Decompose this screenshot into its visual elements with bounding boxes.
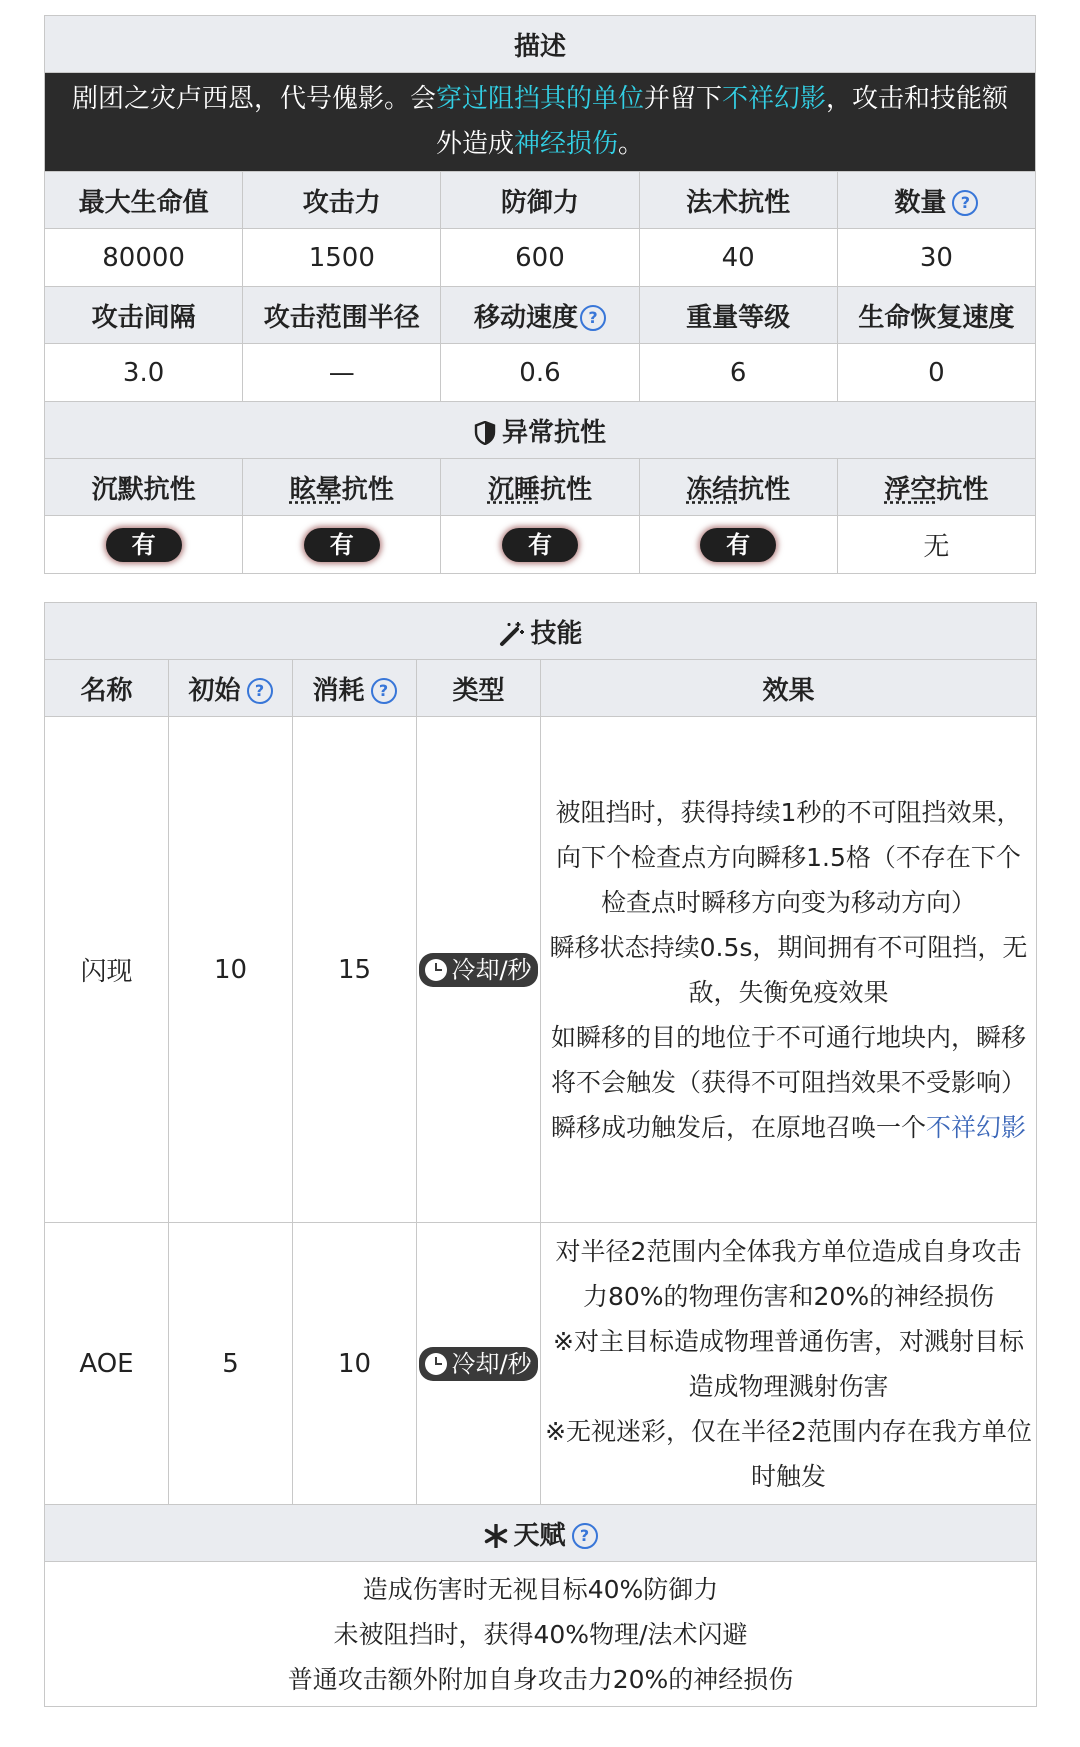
- description-title: 描述: [45, 16, 1036, 73]
- talent-title: 天赋 ?: [45, 1505, 1037, 1562]
- stat-value-def: 600: [441, 229, 639, 287]
- table-row: [45, 717, 1037, 1223]
- stat-value-hp-regen: 0: [837, 344, 1035, 402]
- skill-header-name: 名称: [45, 660, 169, 717]
- stat-value-max-hp: 80000: [45, 229, 243, 287]
- resist-header-sleep: 沉睡抗性: [441, 459, 639, 516]
- table-row: [45, 1223, 1037, 1505]
- skill-name: AOE: [45, 1223, 169, 1505]
- resist-value-silence: [45, 516, 243, 574]
- skill-initial: 5: [169, 1223, 293, 1505]
- skill-header-cost: 消耗 ?: [293, 660, 417, 717]
- stat-header-weight: 重量等级: [639, 287, 837, 344]
- stat-value-attack-range: —: [243, 344, 441, 402]
- talent-line: 未被阻挡时，获得40%物理/法术闪避: [333, 1619, 748, 1649]
- ominous-phantom-link[interactable]: 不祥幻影: [926, 1112, 1027, 1142]
- stat-value-weight: 6: [639, 344, 837, 402]
- cooldown-tag: 冷却/秒: [419, 953, 537, 987]
- effect-line: 瞬移成功触发后，在原地召唤一个不祥幻影: [550, 1112, 1027, 1142]
- talent-line: 造成伤害时无视目标40%防御力: [362, 1574, 719, 1604]
- keyword-ominous-phantom[interactable]: 不祥幻影: [722, 84, 827, 114]
- resist-value-freeze: [639, 516, 837, 574]
- resist-header-freeze: 冻结抗性: [639, 459, 837, 516]
- skill-name: 闪现: [45, 717, 169, 1223]
- resist-value-sleep: [441, 516, 639, 574]
- effect-line: 瞬移状态持续0.5s，期间拥有不可阻挡，无敌，失衡免疫效果: [549, 932, 1028, 1007]
- cooldown-tag: 冷却/秒: [419, 1347, 537, 1381]
- effect-line: 对半径2范围内全体我方单位造成自身攻击力80%的物理伤害和20%的神经损伤: [555, 1236, 1022, 1311]
- stat-header-max-hp: 最大生命值: [45, 172, 243, 229]
- effect-line: ※无视迷彩，仅在半径2范围内存在我方单位时触发: [545, 1416, 1032, 1491]
- resist-value-stun: [243, 516, 441, 574]
- stat-header-move-speed: 移动速度 ?: [441, 287, 639, 344]
- talent-content: [45, 1562, 1037, 1707]
- stat-value-atk: 1500: [243, 229, 441, 287]
- resist-header-silence: 沉默抗性: [45, 459, 243, 516]
- skill-cost: 15: [293, 717, 417, 1223]
- question-circle-icon[interactable]: ?: [371, 678, 397, 704]
- resist-value-levitate: 无: [837, 516, 1035, 574]
- stat-header-attack-range: 攻击范围半径: [243, 287, 441, 344]
- clock-icon: [425, 959, 447, 981]
- effect-line: 如瞬移的目的地位于不可通行地块内，瞬移将不会触发（获得不可阻挡效果不受影响）: [551, 1022, 1027, 1097]
- skill-effect: [541, 1223, 1037, 1505]
- status-badge: 有: [502, 528, 578, 562]
- question-circle-icon[interactable]: ?: [572, 1523, 598, 1549]
- stat-header-hp-regen: 生命恢复速度: [837, 287, 1035, 344]
- stat-header-count: 数量 ?: [837, 172, 1035, 229]
- status-badge: 有: [700, 528, 776, 562]
- stat-value-attack-interval: 3.0: [45, 344, 243, 402]
- keyword-nerve-damage[interactable]: 神经损伤: [513, 129, 618, 159]
- resist-header-levitate: 浮空抗性: [837, 459, 1035, 516]
- asterisk-icon: [484, 1524, 508, 1548]
- skill-initial: 10: [169, 717, 293, 1223]
- stat-value-res: 40: [639, 229, 837, 287]
- stat-header-res: 法术抗性: [639, 172, 837, 229]
- stat-header-atk: 攻击力: [243, 172, 441, 229]
- magic-wand-icon: [499, 621, 525, 647]
- clock-icon: [425, 1353, 447, 1375]
- resist-header-stun: 眩晕抗性: [243, 459, 441, 516]
- talent-line: 普通攻击额外附加自身攻击力20%的神经损伤: [287, 1664, 794, 1694]
- shield-half-icon: [474, 421, 496, 445]
- skills-table: [44, 602, 1037, 1707]
- status-badge: 有: [304, 528, 380, 562]
- skill-type: [417, 717, 541, 1223]
- skill-header-initial: 初始 ?: [169, 660, 293, 717]
- stun-link[interactable]: 眩晕: [289, 474, 342, 505]
- description-text: 剧团之灾卢西恩，代号傀影。会穿过阻挡其的单位并留下不祥幻影，攻击和技能额外造成神经损伤。: [45, 73, 1036, 172]
- skill-type: [417, 1223, 541, 1505]
- effect-line: ※对主目标造成物理普通伤害，对溅射目标造成物理溅射伤害: [553, 1326, 1024, 1401]
- status-badge: 有: [106, 528, 182, 562]
- question-circle-icon[interactable]: ?: [580, 305, 606, 331]
- levitate-link[interactable]: 浮空: [884, 474, 937, 505]
- stat-value-count: 30: [837, 229, 1035, 287]
- question-circle-icon[interactable]: ?: [952, 190, 978, 216]
- keyword-pass-through: 穿过阻挡其的单位: [435, 84, 644, 114]
- skill-header-type: 类型: [417, 660, 541, 717]
- question-circle-icon[interactable]: ?: [247, 678, 273, 704]
- stat-header-def: 防御力: [441, 172, 639, 229]
- skill-cost: 10: [293, 1223, 417, 1505]
- stat-header-attack-interval: 攻击间隔: [45, 287, 243, 344]
- effect-line: 被阻挡时，获得持续1秒的不可阻挡效果，向下个检查点方向瞬移1.5格（不存在下个检查点时瞬移方向变为移动方向）: [555, 797, 1022, 917]
- skill-effect: [541, 717, 1037, 1223]
- freeze-link[interactable]: 冻结: [686, 474, 739, 505]
- resistance-title: 异常抗性: [45, 402, 1036, 459]
- skills-title: 技能: [45, 603, 1037, 660]
- skill-header-effect: 效果: [541, 660, 1037, 717]
- enemy-info-table: [44, 15, 1036, 574]
- sleep-link[interactable]: 沉睡: [487, 474, 540, 505]
- stat-value-move-speed: 0.6: [441, 344, 639, 402]
